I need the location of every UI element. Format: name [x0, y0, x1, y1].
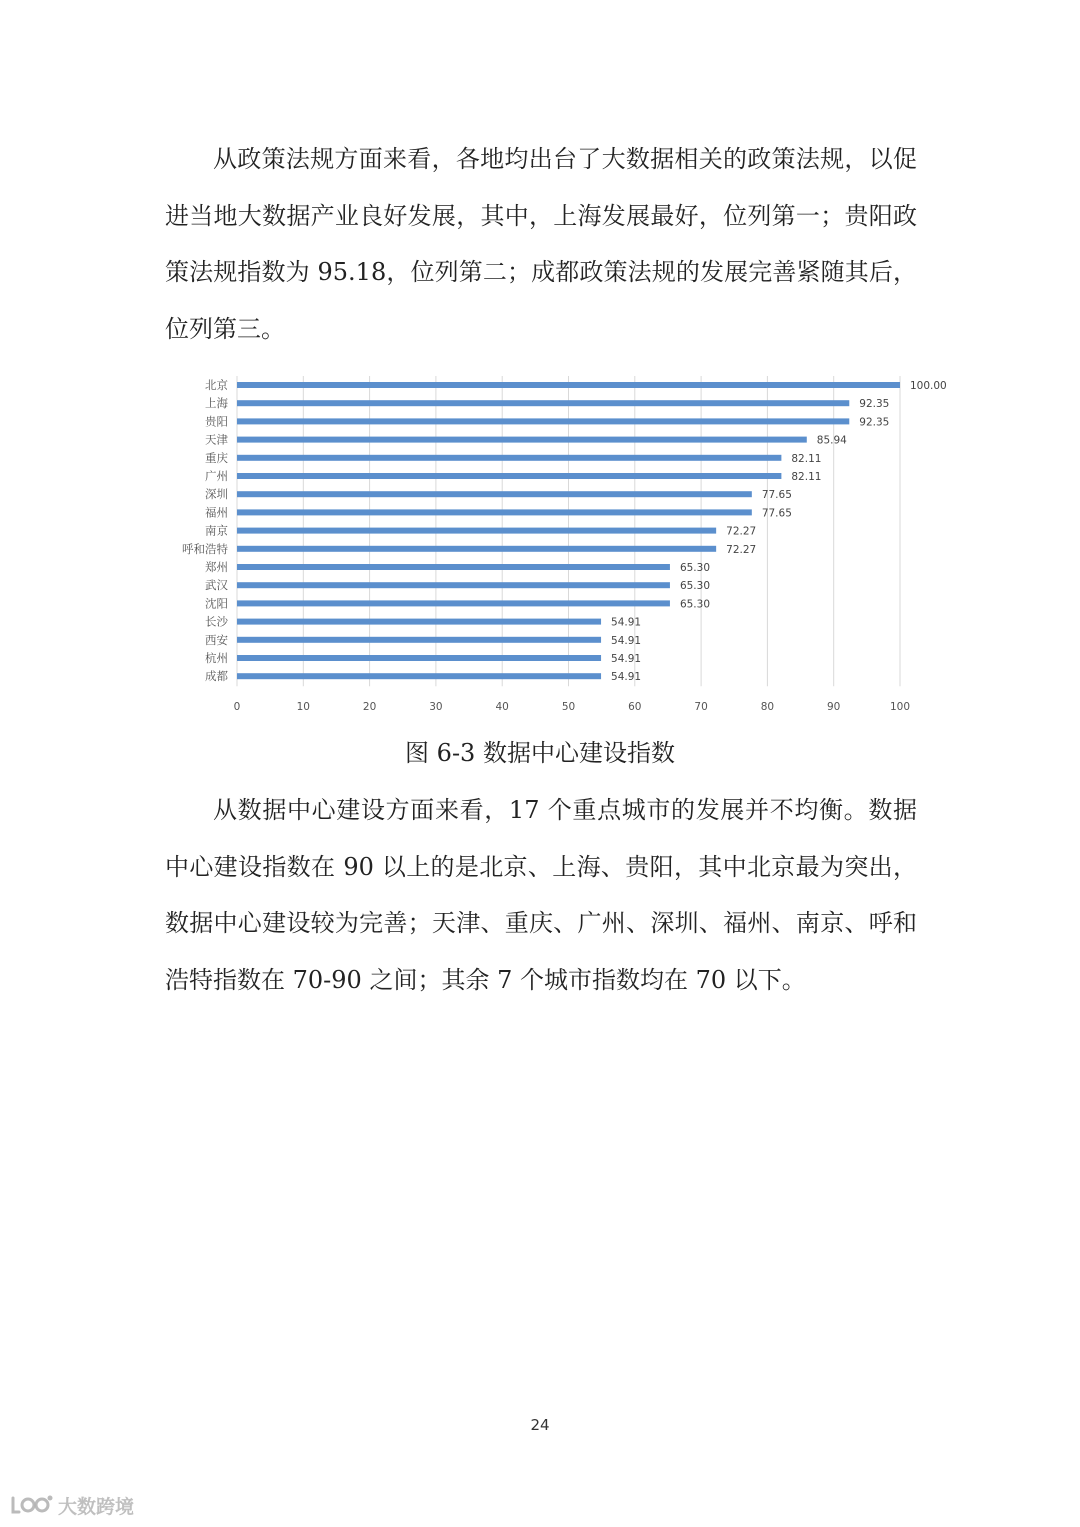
value-label: 65.30 [679, 598, 711, 611]
bar [237, 509, 752, 515]
bar [237, 655, 601, 661]
x-tick-label: 90 [827, 701, 841, 714]
bar [237, 564, 670, 570]
chart-labels [182, 378, 947, 713]
bar [237, 437, 807, 443]
value-label: 92.35 [859, 398, 890, 411]
bar [237, 455, 781, 461]
data-center-index-chart [160, 370, 947, 715]
category-label: 重庆 [205, 450, 228, 465]
category-label: 杭州 [205, 651, 228, 665]
category-label: 长沙 [205, 614, 228, 629]
category-label: 贵阳 [205, 414, 228, 429]
x-tick-label: 50 [561, 701, 576, 714]
category-label: 成都 [205, 669, 228, 684]
category-label: 西安 [205, 632, 228, 647]
bar [237, 582, 670, 588]
value-label: 77.65 [761, 489, 792, 502]
value-label: 54.91 [611, 634, 642, 647]
watermark-text: 大数跨境 [58, 1495, 135, 1518]
paragraph-policy: 从政策法规方面来看，各地均出台了大数据相关的政策法规，以促进当地大数据产业良好发展，其中，上海发展最好，位列第一；贵阳政策法规指数为 95.18，位列第二；成都政策法规的发展完善紧随其后，位列第三。 [165, 145, 917, 343]
value-label: 72.27 [726, 525, 757, 538]
category-label: 北京 [205, 378, 228, 392]
brand-logo-icon [10, 1492, 54, 1518]
value-label: 92.35 [859, 416, 890, 429]
paragraph-data-center: 从数据中心建设方面来看，17 个重点城市的发展并不均衡。数据中心建设指数在 90 以上的是北京、上海、贵阳，其中北京最为突出，数据中心建设较为完善；天津、重庆、广州、深圳、福州、南京、呼和浩特指数在 70-90 之间；其余 7 个城市指数均在 70 以下。 [165, 796, 917, 994]
value-label: 65.30 [679, 580, 711, 593]
category-label: 福州 [205, 505, 228, 520]
value-label: 54.91 [611, 653, 642, 665]
bar [237, 382, 900, 388]
bar [237, 473, 781, 479]
x-tick-label: 20 [362, 701, 377, 714]
value-label: 82.11 [791, 452, 822, 465]
value-label: 82.11 [791, 471, 822, 483]
bar [237, 491, 752, 497]
x-tick-label: 100 [889, 701, 911, 714]
category-label: 深圳 [205, 487, 228, 502]
x-tick-label: 60 [628, 701, 642, 714]
figure-caption: 图 6-3 数据中心建设指数 [405, 739, 675, 767]
category-label: 上海 [205, 396, 228, 411]
category-label: 天津 [205, 432, 228, 447]
bar [237, 418, 849, 424]
x-tick-label: 70 [694, 701, 708, 714]
bar [237, 619, 601, 625]
page-number: 24 [530, 1416, 550, 1434]
bar [237, 400, 849, 406]
bar [237, 637, 601, 643]
bar [237, 673, 601, 679]
bar [237, 600, 670, 606]
category-label: 武汉 [205, 578, 228, 593]
category-label: 郑州 [205, 560, 228, 574]
bar [237, 546, 716, 552]
value-label: 65.30 [679, 562, 711, 574]
x-tick-label: 0 [233, 701, 241, 714]
value-label: 72.27 [726, 543, 757, 556]
value-label: 85.94 [816, 434, 847, 447]
value-label: 54.91 [611, 671, 642, 684]
category-label: 南京 [205, 523, 228, 538]
bar [237, 528, 716, 534]
watermark [10, 1490, 134, 1520]
value-label: 54.91 [611, 616, 642, 629]
x-tick-label: 30 [429, 701, 443, 714]
value-label: 77.65 [761, 507, 792, 520]
category-label: 广州 [205, 469, 228, 483]
value-label: 100.00 [910, 380, 947, 392]
category-label: 沈阳 [205, 596, 228, 611]
x-tick-label: 80 [760, 701, 775, 714]
x-tick-label: 40 [495, 701, 509, 714]
category-label: 呼和浩特 [182, 541, 228, 556]
x-tick-label: 10 [296, 701, 310, 714]
